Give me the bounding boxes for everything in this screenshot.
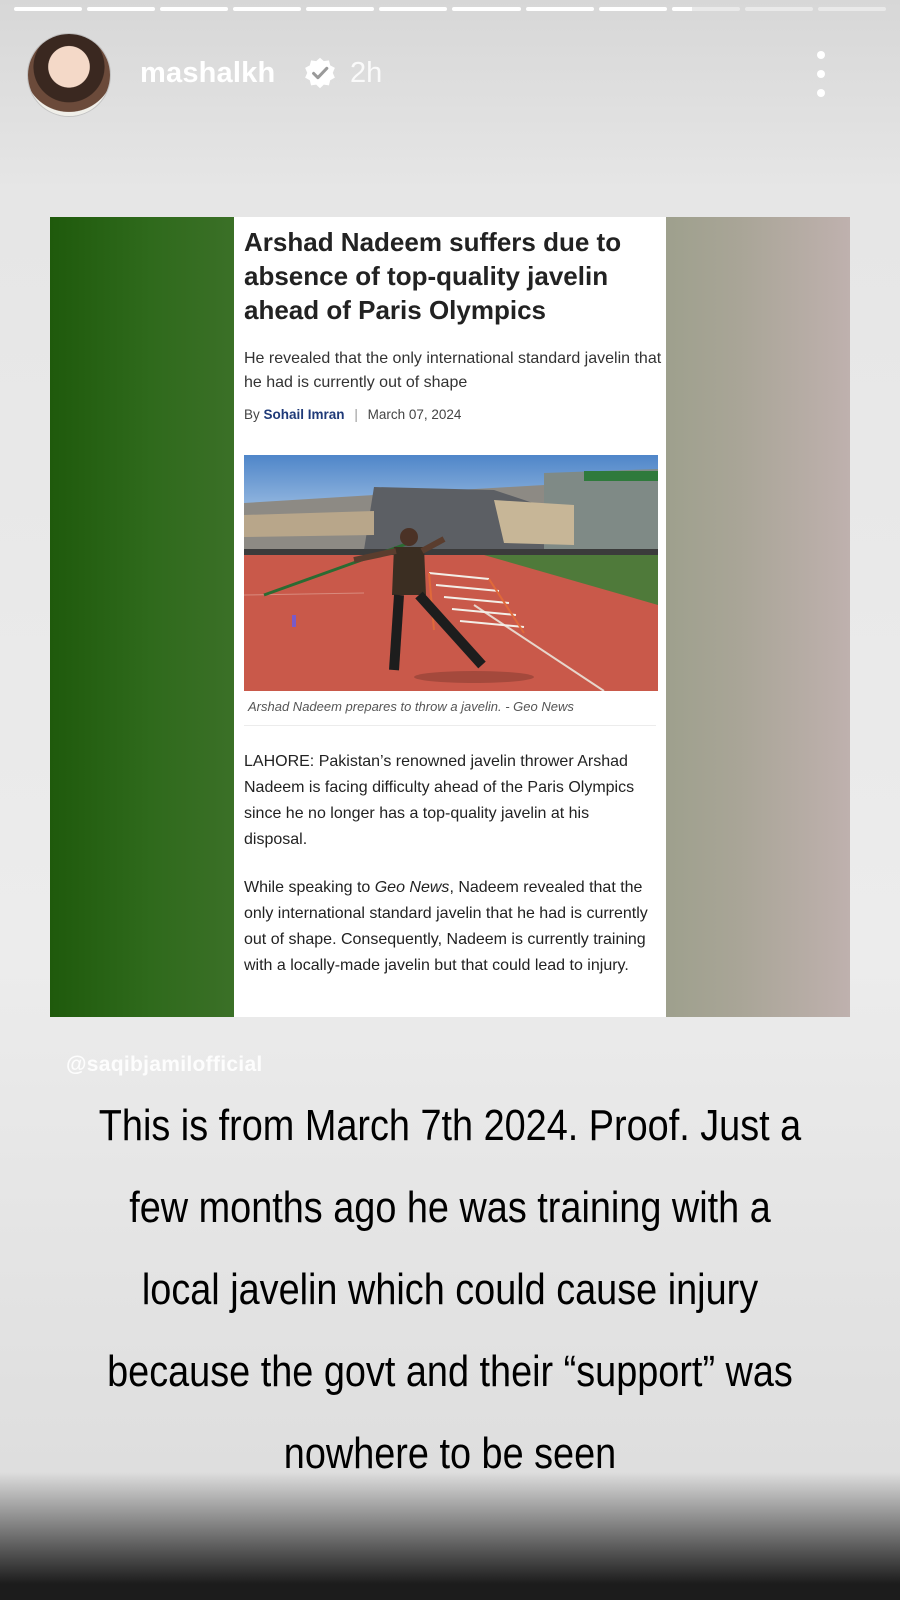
story-progress-fill xyxy=(526,7,594,11)
post-time: 2h xyxy=(350,57,383,89)
more-vertical-icon xyxy=(817,70,825,78)
news-article xyxy=(234,217,666,1017)
story-progress-segment xyxy=(526,7,594,11)
story-progress-segment xyxy=(745,7,813,11)
article-paragraph xyxy=(244,875,654,979)
article-byline xyxy=(244,407,461,422)
story-header xyxy=(0,30,900,120)
story-progress-segment xyxy=(306,7,374,11)
shared-article-screenshot[interactable] xyxy=(50,217,850,1017)
right-background-panel xyxy=(666,217,850,1017)
story-progress-segment xyxy=(233,7,301,11)
verified-badge-icon xyxy=(303,56,337,90)
story-progress-fill xyxy=(599,7,667,11)
story-caption: This is from March 7th 2024. Proof. Just a few months ago he was training with a local javelin which could cause injury because the govt and their “support” was nowhere to be seen xyxy=(98,1101,802,1478)
by-label: By xyxy=(244,407,260,422)
story-progress-bar xyxy=(14,7,886,11)
article-headline: Arshad Nadeem suffers due to absence of top-quality javelin ahead of Paris Olympics xyxy=(244,227,622,325)
article-paragraph: LAHORE: Pakistan’s renowned javelin thrower Arshad Nadeem is facing difficulty ahead of the Paris Olympics since he no longer has a top-quality javelin at his disposal. xyxy=(244,753,635,848)
story-progress-fill xyxy=(87,7,155,11)
story-progress-fill xyxy=(233,7,301,11)
image-caption: Arshad Nadeem prepares to throw a javelin. - Geo News xyxy=(248,699,574,714)
more-vertical-icon xyxy=(817,51,825,59)
more-vertical-icon xyxy=(817,89,825,97)
article-photo xyxy=(244,455,658,691)
story-progress-segment xyxy=(87,7,155,11)
story-progress-fill xyxy=(306,7,374,11)
article-date: March 07, 2024 xyxy=(367,407,462,422)
paragraph-text: While speaking to xyxy=(244,879,375,896)
story-progress-fill xyxy=(452,7,520,11)
story-progress-segment xyxy=(672,7,740,11)
byline-separator: | xyxy=(354,407,358,422)
story-progress-fill xyxy=(672,7,692,11)
story-progress-segment xyxy=(452,7,520,11)
story-progress-fill xyxy=(14,7,82,11)
story-progress-segment xyxy=(599,7,667,11)
avatar[interactable] xyxy=(28,34,110,116)
story-progress-segment xyxy=(160,7,228,11)
article-subheadline: He revealed that the only international standard javelin that he had is currently out of shape xyxy=(244,350,662,391)
more-options-button[interactable] xyxy=(810,51,832,97)
username[interactable]: mashalkh xyxy=(140,57,276,89)
author-link[interactable]: Sohail Imran xyxy=(263,407,345,422)
source-name: Geo News xyxy=(374,879,450,896)
watermark-handle: @saqibjamilofficial xyxy=(66,1053,263,1076)
paragraph-text: , Nadeem revealed that the only international standard javelin that he had is currently out of shape. Consequently, Nadeem is currently training with a locally-made javelin but that could lead to injury. xyxy=(244,879,648,974)
story-progress-segment xyxy=(379,7,447,11)
story-progress-segment xyxy=(818,7,886,11)
story-progress-fill xyxy=(379,7,447,11)
story-progress-fill xyxy=(160,7,228,11)
caption-divider xyxy=(244,725,656,726)
story-progress-segment xyxy=(14,7,82,11)
left-background-panel xyxy=(50,217,234,1017)
